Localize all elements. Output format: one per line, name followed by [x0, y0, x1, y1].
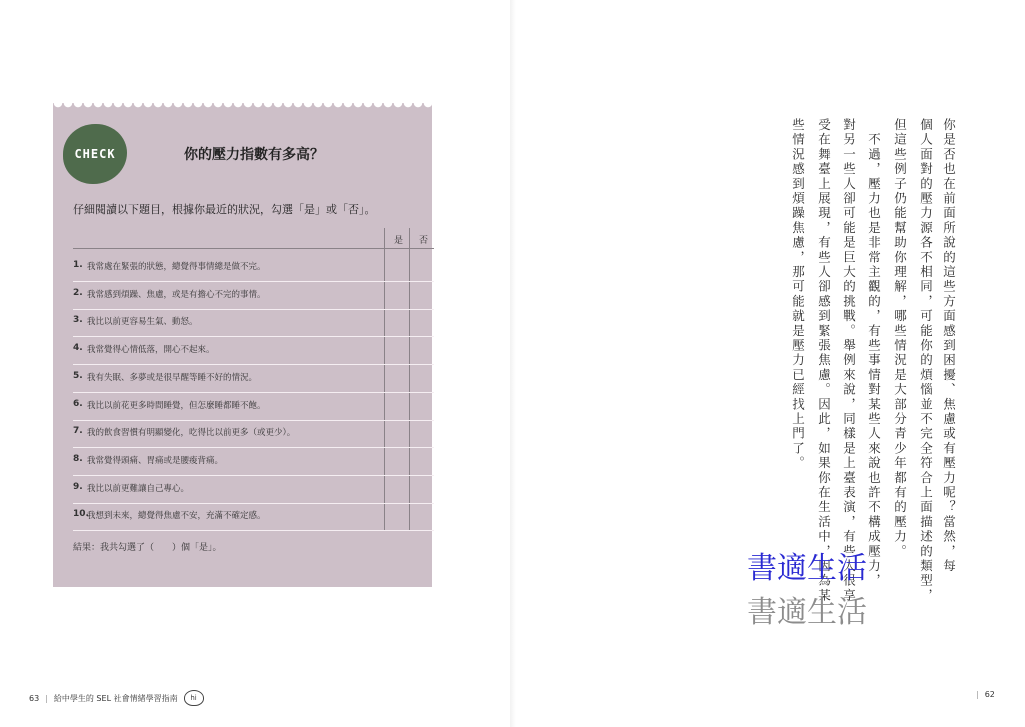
yes-checkbox[interactable]: [386, 421, 406, 443]
yes-checkbox[interactable]: [386, 394, 406, 416]
no-checkbox[interactable]: [411, 366, 431, 388]
footer-separator: |: [45, 693, 48, 703]
yes-checkbox[interactable]: [386, 310, 406, 332]
yes-checkbox[interactable]: [386, 366, 406, 388]
item-text: 我常覺得心情低落，開心不起來。: [87, 345, 215, 356]
item-number: 6.: [73, 398, 83, 409]
item-text: 我常處在緊張的狀態，總覺得事情總是做不完。: [87, 262, 266, 272]
footer-right: [976, 690, 995, 699]
no-checkbox[interactable]: [411, 477, 431, 499]
item-number: 3.: [73, 315, 83, 326]
yes-checkbox[interactable]: [386, 504, 406, 526]
body-text-column: 但這些例子仍能幫助你理解，哪些情況是大部分青少年都有的壓力。: [892, 118, 908, 559]
watermark-blue: 書適生活: [747, 551, 867, 586]
book-title: 給中學生的 SEL 社會情緒學習指南: [53, 693, 178, 703]
yes-checkbox[interactable]: [386, 449, 406, 471]
page-number-right: 62: [984, 690, 995, 699]
footer-separator: |: [976, 690, 979, 699]
item-text: 我比以前更容易生氣、動怒。: [87, 317, 198, 328]
footer-left: [29, 690, 204, 706]
no-checkbox[interactable]: [411, 283, 431, 305]
yes-checkbox[interactable]: [386, 338, 406, 360]
body-text-column: 不過，壓力也是非常主觀的，有些事情對某些人來說也許不構成壓力，: [866, 118, 882, 589]
item-text: 我有失眠、多夢或是很早醒等睡不好的情況。: [87, 372, 258, 383]
yes-checkbox[interactable]: [386, 477, 406, 499]
item-number: 7.: [73, 426, 83, 437]
item-number: 10.: [73, 509, 89, 520]
body-text-column: 個人面對的壓力源各不相同，可能你的煩惱並不完全符合上面描述的類型，: [918, 118, 934, 604]
body-text-column: 你是否也在前面所說的這些方面感到困擾、焦慮或有壓力呢？當然，每: [941, 118, 957, 574]
checklist-row: [73, 502, 434, 531]
item-text: 我想到未來，總覺得焦慮不安，充滿不確定感。: [87, 511, 266, 522]
checklist-row: [73, 364, 434, 393]
no-checkbox[interactable]: [411, 504, 431, 526]
checklist-row: [73, 336, 434, 365]
table-header-divider: [73, 248, 434, 249]
card-instruction: 仔細閱讀以下題目，根據你最近的狀況，勾選「是」或「否」。: [73, 203, 376, 216]
checklist-row: [73, 308, 434, 337]
body-text-column: 受在舞臺上展現，有些人卻感到緊張焦慮。因此，如果你在生活中，因為某: [816, 118, 832, 604]
card-title: 你的壓力指數有多高？: [184, 147, 324, 163]
checklist-row: [73, 419, 434, 448]
watermark-gray: 書適生活: [747, 595, 867, 630]
no-checkbox[interactable]: [411, 338, 431, 360]
column-header-yes: 是: [394, 236, 404, 246]
checklist-row: [73, 392, 434, 421]
no-checkbox[interactable]: [411, 394, 431, 416]
no-checkbox[interactable]: [411, 310, 431, 332]
body-text-column: 對另一些人卻可能是巨大的挑戰。舉例來說，同樣是上臺表演，有些人很享: [841, 118, 857, 604]
column-header-no: 否: [419, 236, 429, 246]
item-text: 我常感到煩躁、焦慮，或是有擔心不完的事情。: [87, 289, 266, 300]
checklist-row: [73, 475, 434, 504]
item-number: 8.: [73, 453, 83, 464]
item-number: 2.: [73, 287, 83, 298]
no-checkbox[interactable]: [411, 255, 431, 277]
checklist-row: [73, 281, 434, 310]
checklist-row: [73, 447, 434, 476]
checklist-row: [73, 253, 434, 282]
no-checkbox[interactable]: [411, 421, 431, 443]
page-number-left: 63: [29, 693, 40, 703]
spread-gutter: [510, 0, 516, 727]
item-text: 我比以前更難讓自己專心。: [87, 483, 190, 494]
no-checkbox[interactable]: [411, 449, 431, 471]
item-text: 我的飲食習慣有明顯變化，吃得比以前更多（或更少）。: [87, 428, 296, 439]
item-number: 1.: [73, 260, 83, 270]
item-number: 4.: [73, 343, 83, 354]
result-line: 結果：我共勾選了（ ）個「是」。: [73, 543, 222, 553]
item-number: 9.: [73, 481, 83, 492]
yes-checkbox[interactable]: [386, 283, 406, 305]
publisher-logo-icon: hi: [184, 690, 204, 706]
item-text: 我常覺得頭痛、胃痛或是腰痠背痛。: [87, 455, 224, 466]
yes-checkbox[interactable]: [386, 255, 406, 277]
check-badge: CHECK: [63, 124, 127, 184]
item-number: 5.: [73, 370, 83, 381]
body-text-column: 些情況感到煩躁焦慮，那可能就是壓力已經找上門了。: [790, 118, 806, 471]
item-text: 我比以前花更多時間睡覺，但怎麼睡都睡不飽。: [87, 400, 266, 411]
